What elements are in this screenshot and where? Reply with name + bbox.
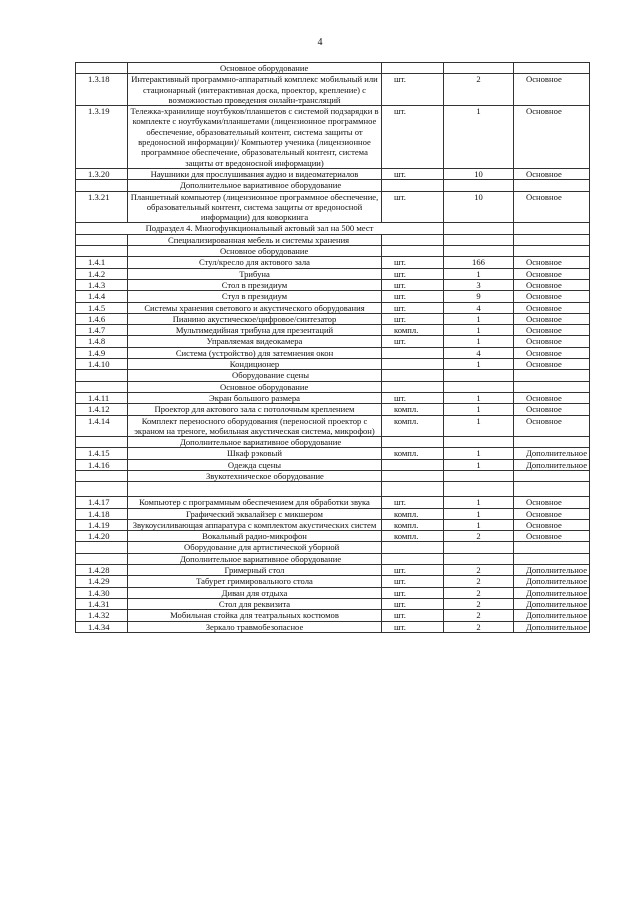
row-number: 1.4.19 (76, 519, 128, 530)
equipment-table-body (76, 63, 590, 633)
item-quantity: 3 (444, 279, 514, 290)
equipment-table (75, 62, 590, 633)
quantity-cell (444, 437, 514, 448)
row-number: 1.3.18 (76, 74, 128, 106)
item-name: Графический эквалайзер с микшером (128, 508, 382, 519)
type-cell (514, 470, 590, 481)
item-name: Проектор для актового зала с потолочным креплением (128, 404, 382, 415)
row-number: 1.4.18 (76, 508, 128, 519)
item-quantity: 1 (444, 448, 514, 459)
item-quantity: 1 (444, 519, 514, 530)
item-unit: шт. (382, 587, 444, 598)
item-quantity: 1 (444, 508, 514, 519)
section-title: Специализированная мебель и системы хранения (128, 234, 382, 245)
table-row (76, 508, 590, 519)
section-row (76, 246, 590, 257)
item-quantity: 1 (444, 313, 514, 324)
section-row (76, 370, 590, 381)
section-title: Дополнительное вариативное оборудование (128, 553, 382, 564)
quantity-cell (444, 246, 514, 257)
item-unit: шт. (382, 565, 444, 576)
table-row (76, 587, 590, 598)
table-row (76, 347, 590, 358)
section-row (76, 542, 590, 553)
unit-cell (382, 542, 444, 553)
table-row (76, 404, 590, 415)
item-quantity: 166 (444, 257, 514, 268)
item-quantity: 2 (444, 587, 514, 598)
item-type: Основное (514, 347, 590, 358)
item-unit: шт. (382, 313, 444, 324)
item-quantity: 4 (444, 302, 514, 313)
row-number: 1.4.32 (76, 610, 128, 621)
item-type: Основное (514, 257, 590, 268)
table-row (76, 565, 590, 576)
item-type: Дополнительное (514, 598, 590, 609)
item-unit: шт. (382, 598, 444, 609)
item-name: Одежда сцены (128, 459, 382, 470)
section-title: Дополнительное вариативное оборудование (128, 437, 382, 448)
row-number: 1.4.5 (76, 302, 128, 313)
table-row (76, 519, 590, 530)
blank-row (76, 482, 590, 497)
item-unit: шт. (382, 291, 444, 302)
item-quantity: 4 (444, 347, 514, 358)
table-row (76, 302, 590, 313)
item-unit: шт. (382, 74, 444, 106)
table-row (76, 74, 590, 106)
item-type: Дополнительное (514, 621, 590, 632)
item-name: Диван для отдыха (128, 587, 382, 598)
item-name: Интерактивный программно-аппаратный комплекс мобильный или стационарный (интерактивная доска, проектор, крепление) с возможностью проведения онлайн-трансляций (128, 74, 382, 106)
item-type: Дополнительное (514, 448, 590, 459)
type-cell (514, 553, 590, 564)
quantity-cell (444, 542, 514, 553)
item-unit: шт. (382, 497, 444, 508)
item-unit: шт. (382, 576, 444, 587)
unit-cell (382, 180, 444, 191)
item-unit: шт. (382, 621, 444, 632)
type-cell (514, 542, 590, 553)
row-number-cell (76, 370, 128, 381)
table-row (76, 531, 590, 542)
unit-cell (382, 246, 444, 257)
item-name: Гримерный стол (128, 565, 382, 576)
item-name: Пианино акустическое/цифровое/синтезатор (128, 313, 382, 324)
section-title: Оборудование для артистической уборной (128, 542, 382, 553)
row-number: 1.4.6 (76, 313, 128, 324)
row-number: 1.4.12 (76, 404, 128, 415)
section-row (76, 234, 590, 245)
table-row (76, 415, 590, 437)
item-type: Основное (514, 404, 590, 415)
item-unit (382, 347, 444, 358)
type-cell (514, 223, 590, 234)
row-number: 1.4.15 (76, 448, 128, 459)
item-quantity: 2 (444, 565, 514, 576)
item-type: Основное (514, 359, 590, 370)
item-name: Планшетный компьютер (лицензионное программное обеспечение, образовательный контент, система защиты от вредоносной информации) для коворкинга (128, 191, 382, 223)
page-number: 4 (317, 37, 323, 48)
row-number: 1.4.29 (76, 576, 128, 587)
row-number: 1.3.20 (76, 168, 128, 179)
empty-cell (128, 482, 382, 497)
row-number-cell (76, 381, 128, 392)
item-name: Управляемая видеокамера (128, 336, 382, 347)
type-cell (514, 381, 590, 392)
row-number: 1.4.10 (76, 359, 128, 370)
section-row (76, 437, 590, 448)
item-unit: шт. (382, 302, 444, 313)
item-quantity: 1 (444, 359, 514, 370)
quantity-cell (444, 63, 514, 74)
item-type: Дополнительное (514, 565, 590, 576)
item-name: Мобильная стойка для театральных костюмов (128, 610, 382, 621)
item-name: Зеркало травмобезопасное (128, 621, 382, 632)
table-row (76, 621, 590, 632)
item-unit: компл. (382, 531, 444, 542)
row-number: 1.4.1 (76, 257, 128, 268)
quantity-cell (444, 223, 514, 234)
row-number: 1.4.8 (76, 336, 128, 347)
item-quantity: 10 (444, 168, 514, 179)
row-number: 1.3.19 (76, 106, 128, 169)
item-name: Компьютер с программным обеспечением для обработки звука (128, 497, 382, 508)
item-type: Основное (514, 191, 590, 223)
table-row (76, 392, 590, 403)
table-row (76, 191, 590, 223)
table-row (76, 497, 590, 508)
unit-cell (382, 63, 444, 74)
item-name: Система (устройство) для затемнения окон (128, 347, 382, 358)
table-row (76, 168, 590, 179)
item-quantity: 2 (444, 610, 514, 621)
item-name: Экран большого размера (128, 392, 382, 403)
unit-cell (382, 381, 444, 392)
item-unit: шт. (382, 392, 444, 403)
item-name: Наушники для прослушивания аудио и видеоматериалов (128, 168, 382, 179)
item-name: Звукоусиливающая аппаратура с комплектом акустических систем (128, 519, 382, 530)
item-unit: компл. (382, 508, 444, 519)
item-unit: шт. (382, 336, 444, 347)
empty-cell (444, 482, 514, 497)
type-cell (514, 246, 590, 257)
row-number-cell (76, 553, 128, 564)
table-row (76, 359, 590, 370)
empty-cell (514, 482, 590, 497)
quantity-cell (444, 553, 514, 564)
item-type: Основное (514, 168, 590, 179)
quantity-cell (444, 370, 514, 381)
table-row (76, 257, 590, 268)
item-type: Дополнительное (514, 610, 590, 621)
section-title: Основное оборудование (128, 381, 382, 392)
table-row (76, 313, 590, 324)
item-type: Основное (514, 325, 590, 336)
row-number-cell (76, 234, 128, 245)
row-number-cell (76, 246, 128, 257)
empty-cell (76, 482, 128, 497)
type-cell (514, 234, 590, 245)
item-unit (382, 359, 444, 370)
table-row (76, 610, 590, 621)
item-unit (382, 459, 444, 470)
item-type: Основное (514, 508, 590, 519)
item-name: Комплект переносного оборудования (переносной проектор с экраном на треноге, мобильная акустическая система, микрофон) (128, 415, 382, 437)
type-cell (514, 63, 590, 74)
item-name: Табурет гримировального стола (128, 576, 382, 587)
item-type: Основное (514, 313, 590, 324)
type-cell (514, 370, 590, 381)
row-number: 1.3.21 (76, 191, 128, 223)
empty-cell (382, 482, 444, 497)
unit-cell (382, 470, 444, 481)
table-row (76, 291, 590, 302)
unit-cell (382, 234, 444, 245)
item-unit: шт. (382, 268, 444, 279)
item-unit: шт. (382, 257, 444, 268)
row-number: 1.4.34 (76, 621, 128, 632)
table-row (76, 598, 590, 609)
section-row (76, 381, 590, 392)
item-quantity: 2 (444, 74, 514, 106)
item-unit: компл. (382, 448, 444, 459)
quantity-cell (444, 381, 514, 392)
item-name: Тележка-хранилище ноутбуков/планшетов с системой подзарядки в комплекте с ноутбуками/планшетами (лицензионное программное обеспечение, образовательный контент, система защиты от вредоносной информации)/ Компьютер ученика (лицензионное программное обеспечение, образовательный контент, система защиты от вредоносной информации) (128, 106, 382, 169)
item-quantity: 1 (444, 392, 514, 403)
section-row (76, 180, 590, 191)
row-number: 1.4.11 (76, 392, 128, 403)
item-name: Стол в президиум (128, 279, 382, 290)
quantity-cell (444, 470, 514, 481)
item-name: Стул в президиум (128, 291, 382, 302)
item-type: Основное (514, 392, 590, 403)
row-number: 1.4.31 (76, 598, 128, 609)
row-number-cell (76, 437, 128, 448)
item-quantity: 9 (444, 291, 514, 302)
subsection-row (76, 223, 590, 234)
item-quantity: 2 (444, 621, 514, 632)
section-row (76, 553, 590, 564)
row-number: 1.4.3 (76, 279, 128, 290)
type-cell (514, 437, 590, 448)
item-type: Основное (514, 497, 590, 508)
item-unit: компл. (382, 325, 444, 336)
item-name: Вокальный радио-микрофон (128, 531, 382, 542)
item-name: Стол для реквизита (128, 598, 382, 609)
item-quantity: 2 (444, 576, 514, 587)
table-row (76, 448, 590, 459)
item-type: Дополнительное (514, 576, 590, 587)
item-quantity: 1 (444, 459, 514, 470)
item-unit: шт. (382, 279, 444, 290)
item-quantity: 1 (444, 404, 514, 415)
table-row (76, 325, 590, 336)
item-unit: шт. (382, 106, 444, 169)
unit-cell (382, 553, 444, 564)
subsection-title: Подраздел 4. Многофункциональный актовый зал на 500 мест (76, 223, 444, 234)
item-type: Основное (514, 415, 590, 437)
item-quantity: 1 (444, 497, 514, 508)
item-unit: компл. (382, 404, 444, 415)
item-type: Основное (514, 519, 590, 530)
row-number: 1.4.4 (76, 291, 128, 302)
item-quantity: 1 (444, 415, 514, 437)
row-number: 1.4.14 (76, 415, 128, 437)
row-number: 1.4.9 (76, 347, 128, 358)
row-number: 1.4.17 (76, 497, 128, 508)
table-row (76, 336, 590, 347)
row-number: 1.4.16 (76, 459, 128, 470)
item-unit: шт. (382, 191, 444, 223)
row-number-cell (76, 542, 128, 553)
section-row (76, 63, 590, 74)
item-name: Трибуна (128, 268, 382, 279)
item-quantity: 1 (444, 106, 514, 169)
item-name: Шкаф рэковый (128, 448, 382, 459)
row-number: 1.4.20 (76, 531, 128, 542)
item-name: Системы хранения светового и акустического оборудования (128, 302, 382, 313)
item-unit: шт. (382, 168, 444, 179)
item-type: Основное (514, 291, 590, 302)
row-number: 1.4.2 (76, 268, 128, 279)
item-quantity: 1 (444, 268, 514, 279)
item-type: Основное (514, 336, 590, 347)
table-row (76, 459, 590, 470)
item-type: Основное (514, 106, 590, 169)
row-number: 1.4.7 (76, 325, 128, 336)
item-unit: шт. (382, 610, 444, 621)
row-number: 1.4.30 (76, 587, 128, 598)
row-number-cell (76, 180, 128, 191)
section-title: Дополнительное вариативное оборудование (128, 180, 382, 191)
quantity-cell (444, 180, 514, 191)
table-row (76, 576, 590, 587)
section-title: Основное оборудование (128, 63, 382, 74)
item-quantity: 1 (444, 325, 514, 336)
item-type: Основное (514, 268, 590, 279)
item-quantity: 2 (444, 531, 514, 542)
row-number: 1.4.28 (76, 565, 128, 576)
item-name: Кондиционер (128, 359, 382, 370)
item-type: Основное (514, 531, 590, 542)
item-unit: компл. (382, 519, 444, 530)
item-unit: компл. (382, 415, 444, 437)
type-cell (514, 180, 590, 191)
item-type: Дополнительное (514, 459, 590, 470)
item-name: Мультимедийная трибуна для презентаций (128, 325, 382, 336)
section-row (76, 470, 590, 481)
unit-cell (382, 370, 444, 381)
section-title: Оборудование сцены (128, 370, 382, 381)
row-number-cell (76, 63, 128, 74)
item-type: Основное (514, 302, 590, 313)
row-number-cell (76, 470, 128, 481)
table-row (76, 268, 590, 279)
table-row (76, 279, 590, 290)
item-quantity: 1 (444, 336, 514, 347)
unit-cell (382, 437, 444, 448)
item-quantity: 10 (444, 191, 514, 223)
item-name: Стул/кресло для актового зала (128, 257, 382, 268)
section-title: Звукотехническое оборудование (128, 470, 382, 481)
section-title: Основное оборудование (128, 246, 382, 257)
item-type: Основное (514, 74, 590, 106)
item-quantity: 2 (444, 598, 514, 609)
quantity-cell (444, 234, 514, 245)
item-type: Дополнительное (514, 587, 590, 598)
table-row (76, 106, 590, 169)
item-type: Основное (514, 279, 590, 290)
